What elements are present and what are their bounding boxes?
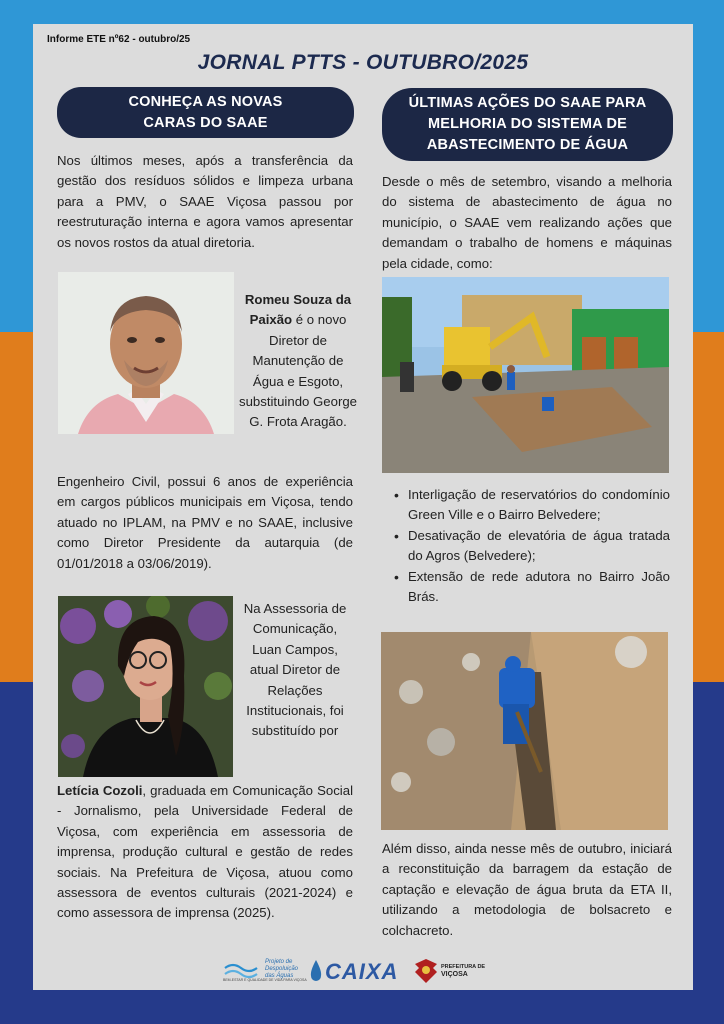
right-heading-line: ÚLTIMAS AÇÕES DO SAAE PARA [408,95,647,111]
left-heading-line: CARAS DO SAAE [143,114,268,131]
excavator-photo [382,277,669,473]
leticia-photo [58,596,233,777]
leticia-bio [57,781,353,924]
saae-drop-icon [309,959,323,983]
water-waves-icon [223,960,263,980]
romeu-caption [238,290,358,433]
footer-logos [223,956,493,986]
right-section-heading [382,88,673,161]
romeu-name: Romeu Souza da Paixão [244,292,352,328]
vicosa-crest-icon [413,958,439,984]
right-heading-line: ABASTECIMENTO DE ÁGUA [426,137,629,153]
caixa-logo: CAIXA [325,959,399,984]
list-item: • Interligação de reservatórios do condomínio Green Ville e o Bairro Belvedere; [388,485,670,526]
projeto-logo-subtitle: BEM-ESTAR E QUALIDADE DE VIDA PARA VIÇOSA [223,978,307,982]
list-item: • Desativação de elevatória de água tratada do Agros (Belvedere); [388,526,670,567]
newsletter-sheet [33,24,693,990]
newsletter-title: JORNAL PTTS - OUTUBRO/2025 [197,51,529,74]
romeu-role: é o novo Diretor de Manutenção de Água e Esgoto, substituindo George G. Frota Aragão. [238,312,358,430]
prefeitura-logo-text: PREFEITURA DE VIÇOSA [441,964,486,978]
left-section-heading [57,87,354,138]
leticia-caption: Na Assessoria de Comunicação, Luan Campos, atual Diretor de Relações Institucionais, foi substituído por [243,601,347,739]
romeu-photo [58,272,234,434]
issue-info: Informe ETE nº62 - outubro/25 [47,34,191,45]
projeto-logo-text: Projeto de Despoluição das Águas [265,959,299,979]
trench-photo [381,632,668,830]
romeu-bio: Engenheiro Civil, possui 6 anos de experiência em cargos públicos municipais em Viçosa, tendo atuado no IPLAM, na PMV e no SAAE, inclusive como Diretor Presidente da autarquia (de 01/01/2018 a 03/06/2019). [57,474,353,571]
right-closing-paragraph: Além disso, ainda nesse mês de outubro, iniciará a reconstituição da barragem da estação de captação e elevação de água bruta da ETA II, utilizando a metodologia de bolsacreto e colchacreto. [382,841,672,938]
right-heading-line: MELHORIA DO SISTEMA DE [427,116,628,132]
left-intro-paragraph: Nos últimos meses, após a transferência da gestão dos resíduos sólidos e limpeza urbana para a PMV, o SAAE Viçosa passou por reestruturação interna e agora vamos apresentar os novos rostos da atual diretoria. [57,153,353,250]
leticia-bio-text: , graduada em Comunicação Social - Jornalismo, pela Universidade Federal de Viçosa, com experiência em assessoria de imprensa, produção cultural e gestão de redes sociais. Na Prefeitura de Viçosa, atuou como assessora de eventos culturais (2021-2024) e como assessora de imprensa (2025). [57,783,354,921]
left-heading-line: CONHEÇA AS NOVAS [128,93,283,110]
actions-list [388,485,670,607]
right-intro-paragraph: Desde o mês de setembro, visando a melhoria do sistema de abastecimento de água no município, o SAAE vem realizando ações que demandam o trabalho de homens e máquinas pela cidade, como: [382,174,672,271]
list-item: • Extensão de rede adutora no Bairro João Brás. [388,567,670,608]
leticia-name: Letícia Cozoli [57,783,143,798]
